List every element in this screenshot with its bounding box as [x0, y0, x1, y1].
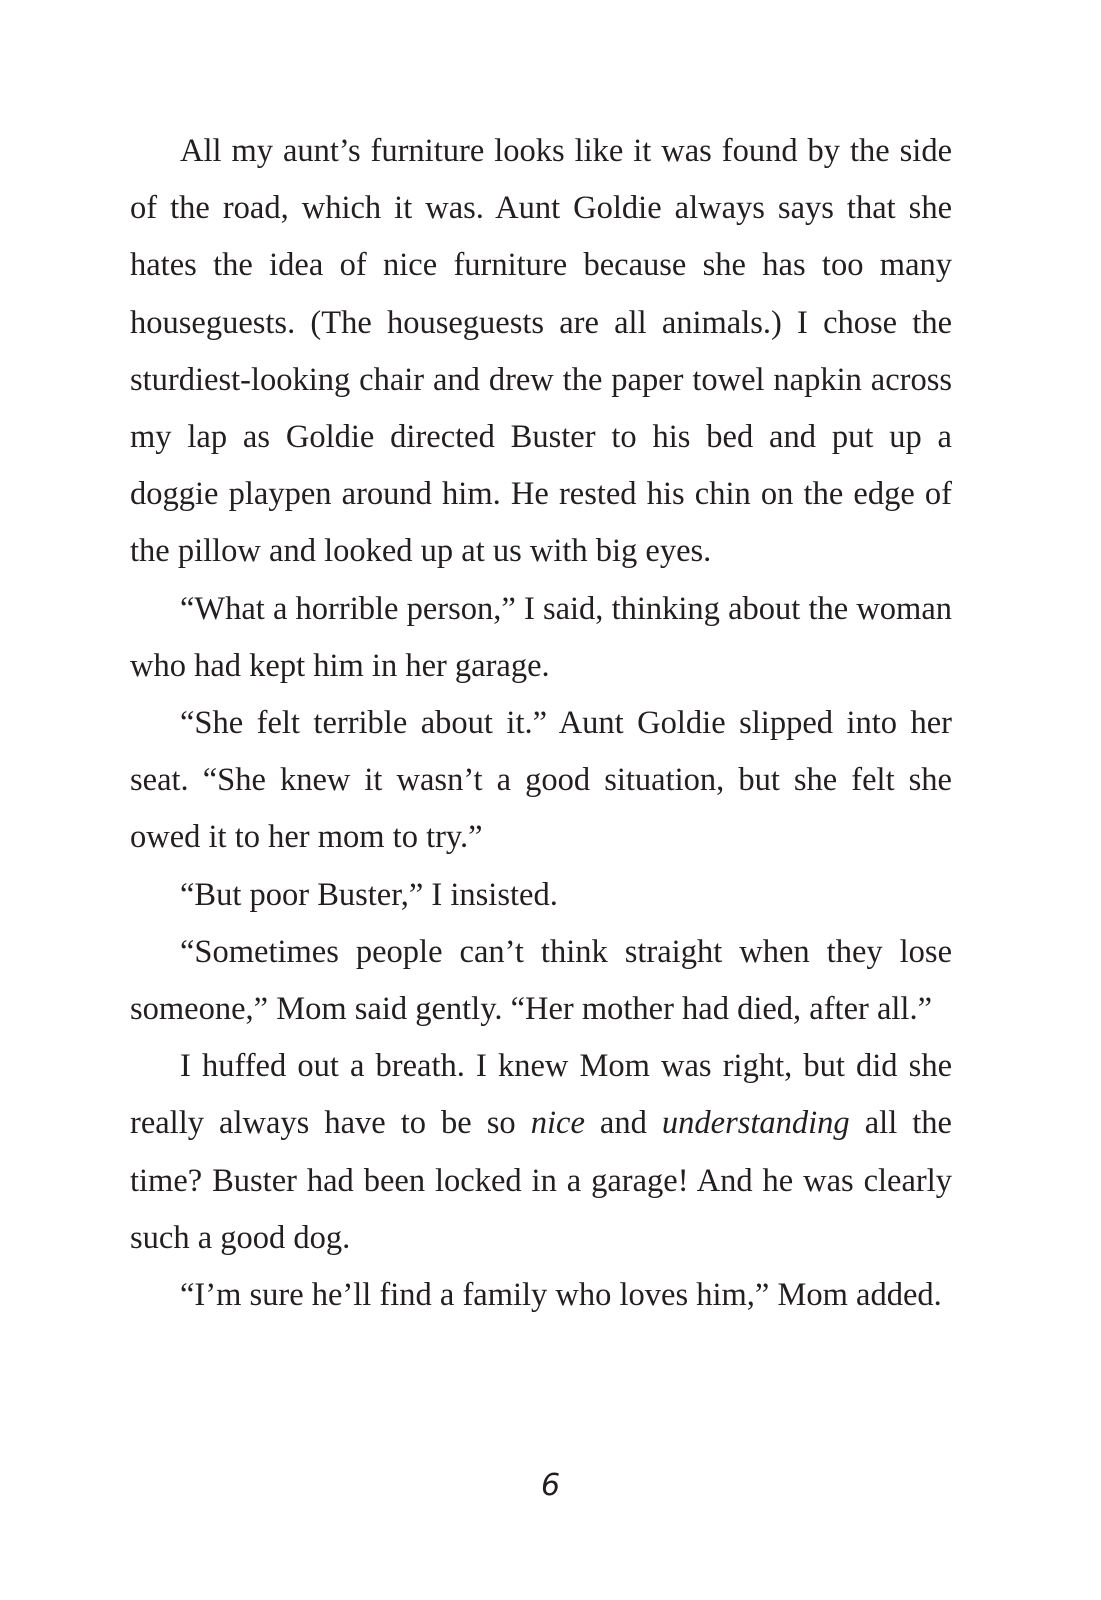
text-segment: all the time? Buster had been locked in a garage! And he was clearly such a good dog. [130, 1105, 952, 1256]
paragraph [130, 123, 952, 581]
paragraph [130, 1038, 952, 1267]
text-segment: and [584, 1105, 662, 1142]
paragraph [130, 581, 952, 695]
text-segment: “I’m sure he’ll find a family who loves him,” Mom added. [180, 1277, 942, 1314]
paragraph [130, 1267, 952, 1324]
text-segment: “She felt terrible about it.” Aunt Goldie slipped into her seat. “She knew it wasn’t a good situation, but she felt she owed it to her mom to try.” [130, 705, 952, 856]
page-number: 6 [540, 1468, 561, 1503]
body-text [130, 123, 952, 1324]
text-segment: I huffed out a breath. I knew Mom was right, but did she really always have to be so [130, 1048, 952, 1142]
paragraph [130, 924, 952, 1038]
text-segment: “But poor Buster,” I insisted. [180, 876, 558, 913]
text-segment: “What a horrible person,” I said, thinking about the woman who had kept him in her garage. [130, 590, 952, 684]
text-segment: All my aunt’s furniture looks like it was found by the side of the road, which it was. Aunt Goldie always says that she hates the idea of nice furniture because she has too many houseguests. (The houseguests are all animals.) I chose the sturdiest-looking chair and drew the paper towel napkin across my lap as Goldie directed Buster to his bed and put up a doggie playpen around him. He rested his chin on the edge of the pillow and looked up at us with big eyes. [130, 133, 952, 570]
italic-emphasis: nice [530, 1105, 585, 1142]
paragraph [130, 695, 952, 867]
italic-emphasis: understanding [661, 1105, 850, 1142]
text-segment: “Sometimes people can’t think straight when they lose someone,” Mom said gently. “Her mother had died, after all.” [130, 933, 952, 1028]
paragraph [130, 867, 952, 924]
